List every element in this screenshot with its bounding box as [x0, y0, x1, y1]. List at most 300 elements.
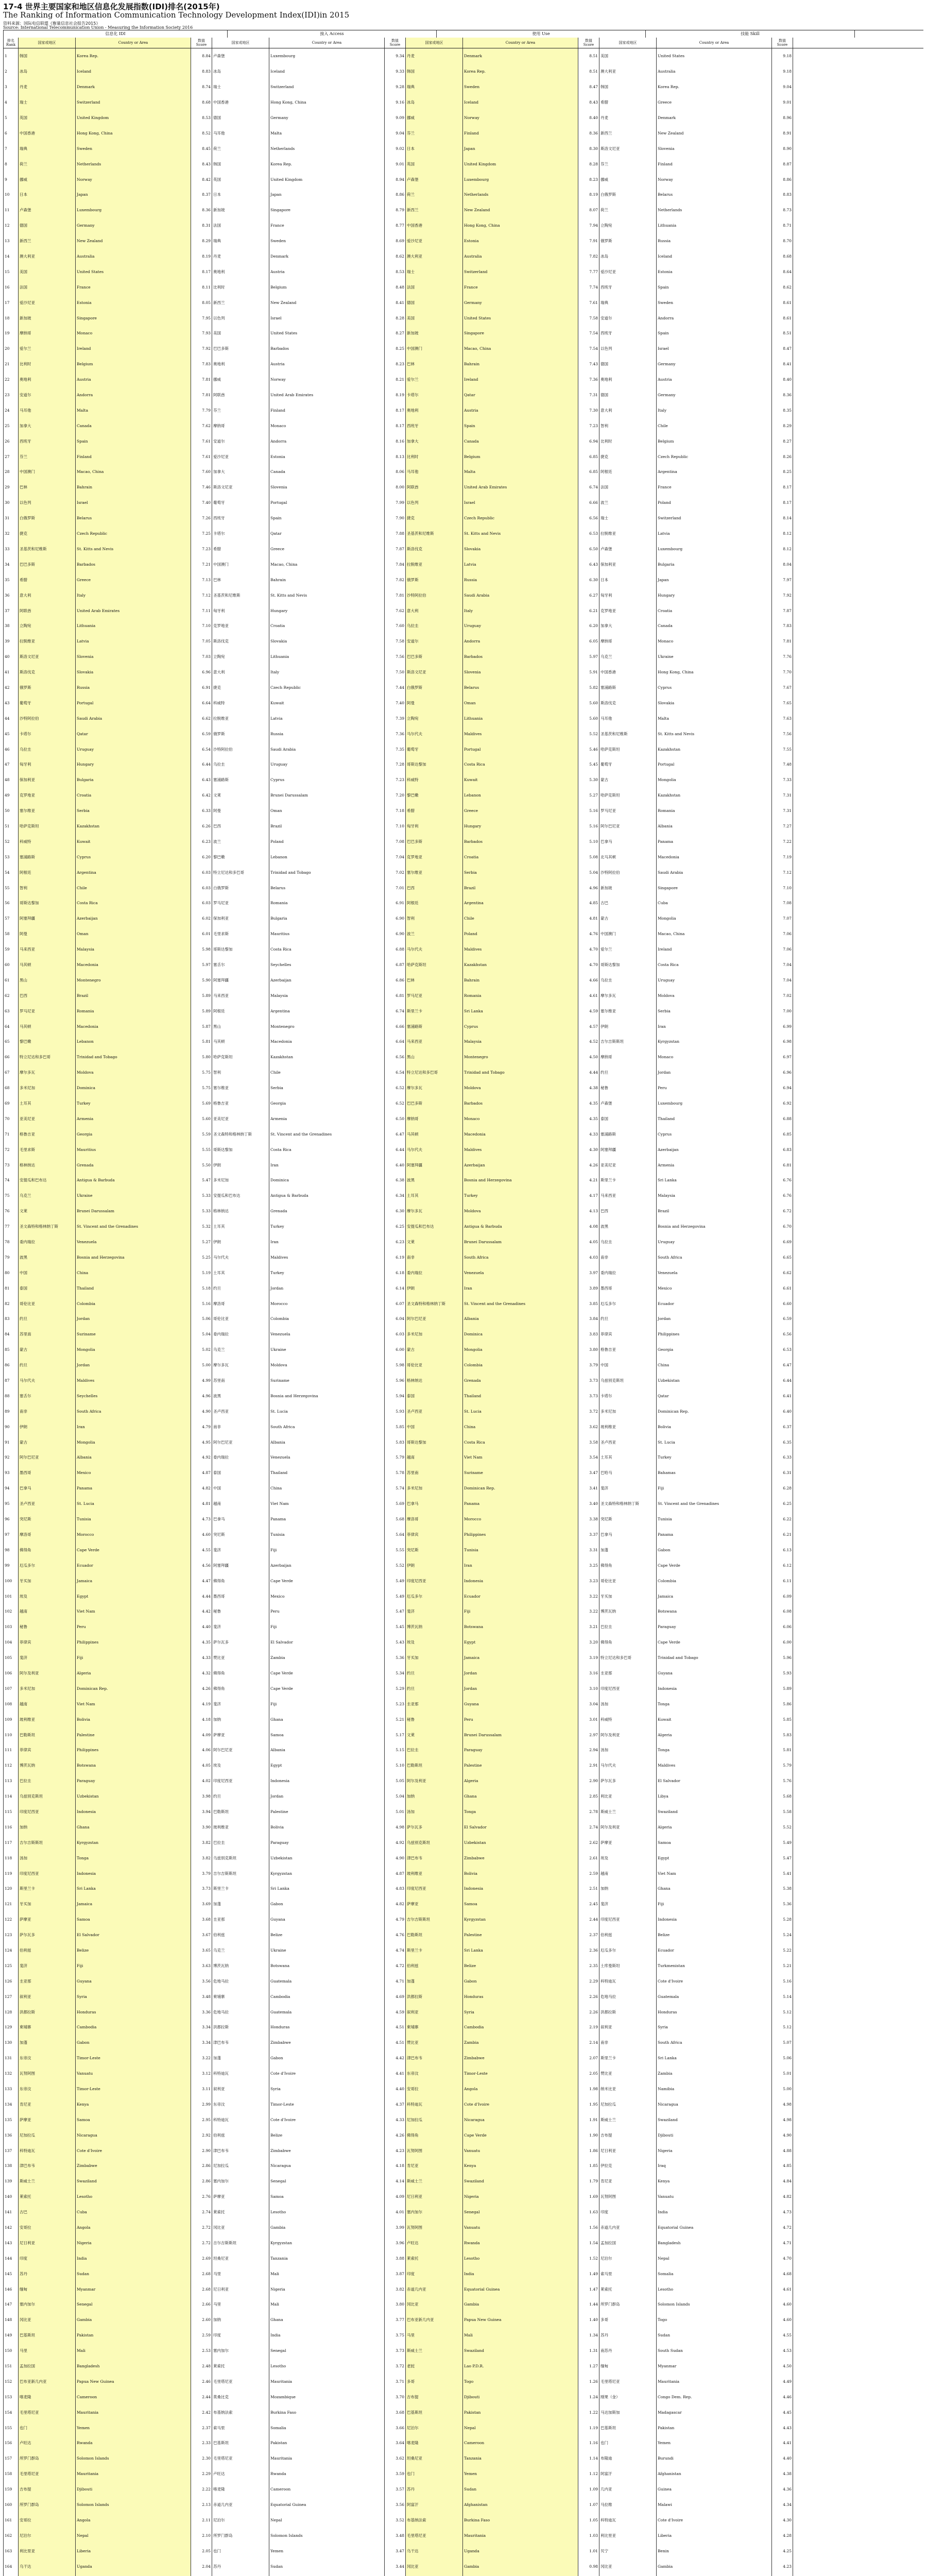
group-header-skill: 技能 Skill [646, 30, 855, 38]
country-en-cell: Zimbabwe [269, 2035, 385, 2050]
score-cell: 4.73 [772, 2205, 793, 2220]
country-en-cell: Belarus [269, 880, 385, 895]
country-cn-cell: 委内瑞拉 [19, 1234, 76, 1250]
country-en-cell: Azerbaijan [657, 1142, 772, 1157]
country-en-cell: Iraq [657, 2158, 772, 2174]
table-row [3, 1450, 923, 1465]
country-cn-cell: 巴林 [212, 572, 269, 587]
country-cn-cell: 委内瑞拉 [212, 1450, 269, 1465]
score-cell: 7.46 [191, 480, 212, 495]
rank-cell: 46 [3, 741, 19, 757]
country-en-cell: Samoa [463, 1896, 578, 1912]
score-cell: 8.28 [578, 156, 599, 172]
table-row [3, 2220, 923, 2235]
score-cell: 6.90 [385, 911, 406, 926]
country-cn-cell: 特立尼达和多巴哥 [19, 1049, 76, 1065]
score-cell: 4.33 [191, 1650, 212, 1666]
rank-cell: 45 [3, 726, 19, 741]
country-cn-cell: 瓦努阿图 [19, 2066, 76, 2081]
country-en-cell: France [269, 218, 385, 233]
score-cell: 7.04 [772, 957, 793, 973]
score-cell: 3.48 [385, 2528, 406, 2543]
country-cn-cell: 沙特阿拉伯 [599, 865, 657, 880]
country-cn-cell: 阿根廷 [19, 865, 76, 880]
country-cn-cell: 白俄罗斯 [406, 680, 463, 696]
country-en-cell: Nepal [657, 2250, 772, 2266]
score-cell: 6.94 [578, 433, 599, 449]
country-cn-cell: 多米尼加 [19, 1681, 76, 1696]
country-cn-cell: 阿富汗 [599, 2466, 657, 2482]
score-cell: 6.33 [191, 803, 212, 819]
country-cn-cell: 马其顿 [19, 1019, 76, 1034]
country-en-cell: Finland [463, 125, 578, 141]
country-cn-cell: 博茨瓦纳 [599, 1604, 657, 1619]
country-en-cell: Qatar [657, 1388, 772, 1403]
country-cn-cell: 尼泊尔 [599, 2250, 657, 2266]
score-cell: 2.05 [191, 2543, 212, 2558]
score-cell: 4.17 [578, 1188, 599, 1204]
country-en-cell: Jamaica [657, 1588, 772, 1604]
score-cell: 7.12 [772, 865, 793, 880]
country-en-cell: Gabon [269, 1896, 385, 1912]
rank-cell: 130 [3, 2035, 19, 2050]
rank-cell: 136 [3, 2127, 19, 2143]
country-en-cell: Indonesia [463, 1881, 578, 1896]
country-cn-cell: 博茨瓦纳 [406, 1619, 463, 1635]
country-cn-cell: 沙特阿拉伯 [212, 741, 269, 757]
rank-cell: 145 [3, 2266, 19, 2281]
country-en-cell: Egypt [76, 1588, 191, 1604]
country-en-cell: Trinidad and Tobago [269, 865, 385, 880]
country-cn-cell: 芬兰 [599, 156, 657, 172]
rank-cell: 44 [3, 710, 19, 726]
country-cn-cell: 俄罗斯 [19, 680, 76, 696]
score-cell: 5.07 [772, 2035, 793, 2050]
country-en-cell: Switzerland [463, 264, 578, 279]
rank-cell: 51 [3, 819, 19, 834]
rank-cell: 104 [3, 1635, 19, 1650]
score-cell: 5.83 [772, 1727, 793, 1742]
score-cell: 3.65 [191, 1943, 212, 1958]
country-en-cell: Brazil [76, 988, 191, 1003]
country-en-cell: Ghana [269, 2312, 385, 2328]
rank-cell: 53 [3, 849, 19, 865]
score-cell: 6.44 [385, 1142, 406, 1157]
score-cell: 4.55 [772, 2328, 793, 2343]
country-cn-cell: 伊拉克 [599, 2158, 657, 2174]
table-row [3, 279, 923, 295]
rank-cell: 39 [3, 634, 19, 649]
rank-cell: 107 [3, 1681, 19, 1696]
rank-cell: 10 [3, 187, 19, 202]
score-cell: 6.03 [385, 1327, 406, 1342]
country-cn-cell: 津巴布韦 [19, 2158, 76, 2174]
rank-cell: 38 [3, 618, 19, 634]
country-cn-cell: 瓦努阿图 [406, 2220, 463, 2235]
country-en-cell: Sudan [269, 2558, 385, 2574]
country-en-cell: Guinea [657, 2482, 772, 2497]
country-cn-cell: 埃及 [19, 1588, 76, 1604]
country-cn-cell: 哥伦比亚 [406, 1358, 463, 1373]
country-en-cell: Gabon [657, 1542, 772, 1557]
rank-cell: 59 [3, 942, 19, 957]
score-cell: 6.56 [772, 1327, 793, 1342]
country-cn-cell: 危地马拉 [212, 1973, 269, 1989]
score-cell: 5.43 [385, 1635, 406, 1650]
score-cell: 7.31 [772, 803, 793, 819]
country-en-cell: India [463, 2266, 578, 2281]
country-en-cell: St. Kitts and Nevis [657, 726, 772, 741]
country-cn-cell: 圣文森特和格林纳丁斯 [19, 1219, 76, 1234]
country-cn-cell: 阿富汗 [406, 2497, 463, 2513]
country-en-cell: United Arab Emirates [269, 387, 385, 403]
score-cell: 4.81 [578, 911, 599, 926]
country-cn-cell: 塞尔维亚 [599, 1003, 657, 1019]
rank-cell: 7 [3, 141, 19, 156]
score-cell: 5.97 [191, 957, 212, 973]
score-cell: 3.62 [385, 2451, 406, 2466]
country-cn-cell: 卡塔尔 [212, 526, 269, 541]
country-cn-cell: 阿尔及利亚 [599, 1819, 657, 1835]
table-row [3, 2312, 923, 2328]
table-row [3, 2066, 923, 2081]
score-cell: 2.29 [191, 2466, 212, 2482]
rank-cell: 68 [3, 1080, 19, 1096]
country-en-cell: Djibouti [463, 2389, 578, 2404]
score-cell: 6.72 [772, 1204, 793, 1219]
table-row [3, 202, 923, 218]
score-cell: 6.88 [385, 942, 406, 957]
score-cell: 1.03 [578, 2528, 599, 2543]
country-cn-cell: 卢森堡 [406, 172, 463, 187]
country-en-cell: Belarus [76, 511, 191, 526]
score-cell: 9.01 [385, 156, 406, 172]
score-cell: 7.44 [385, 680, 406, 696]
country-cn-cell: 安哥拉 [406, 2081, 463, 2097]
country-cn-cell: 津巴布韦 [406, 2050, 463, 2066]
country-en-cell: Serbia [463, 865, 578, 880]
country-cn-cell: 佛得角 [406, 2127, 463, 2143]
country-en-cell: Cyprus [463, 1019, 578, 1034]
country-cn-cell: 科特迪瓦 [212, 2066, 269, 2081]
country-cn-cell: 洪都拉斯 [599, 2004, 657, 2020]
country-cn-cell: 秘鲁 [599, 1080, 657, 1096]
country-cn-cell: 伯利兹 [212, 2127, 269, 2143]
country-cn-cell: 爱沙尼亚 [212, 449, 269, 464]
rank-cell: 159 [3, 2482, 19, 2497]
score-cell: 2.62 [578, 1835, 599, 1850]
country-en-cell: Finland [269, 402, 385, 418]
score-cell: 5.82 [578, 680, 599, 696]
country-cn-cell: 多米尼加 [212, 1173, 269, 1188]
country-cn-cell: 苏丹 [599, 2328, 657, 2343]
country-cn-cell: 瓦努阿图 [599, 2189, 657, 2205]
country-cn-cell: 芬兰 [19, 449, 76, 464]
country-cn-cell: 挪威 [406, 110, 463, 126]
country-en-cell: Mauritania [269, 2374, 385, 2389]
country-en-cell: Saudi Arabia [463, 587, 578, 603]
country-en-cell: Bahrain [76, 480, 191, 495]
country-cn-cell: 斯里兰卡 [406, 1943, 463, 1958]
country-cn-cell: 捷克 [212, 680, 269, 696]
score-cell: 5.75 [191, 1065, 212, 1080]
country-en-cell: Venezuela [463, 1265, 578, 1280]
score-cell: 4.88 [772, 2143, 793, 2158]
table-row [3, 79, 923, 95]
country-cn-cell: 牙买加 [599, 1588, 657, 1604]
country-cn-cell: 阿联酋 [19, 603, 76, 618]
country-en-cell: Kyrgyzstan [269, 2235, 385, 2250]
score-cell: 4.85 [578, 895, 599, 911]
score-cell: 7.06 [772, 942, 793, 957]
country-en-cell: Hong Kong, China [269, 95, 385, 110]
country-cn-cell: 玻利维亚 [406, 1866, 463, 1881]
country-en-cell: Maldives [657, 1758, 772, 1773]
country-cn-cell: 安道尔 [19, 387, 76, 403]
score-cell: 7.84 [385, 556, 406, 572]
country-cn-cell: 秘鲁 [212, 1604, 269, 1619]
country-en-cell: Maldives [76, 1373, 191, 1388]
rank-cell: 19 [3, 326, 19, 341]
country-en-cell: Kenya [463, 2158, 578, 2174]
score-cell: 6.83 [772, 1142, 793, 1157]
country-cn-cell: 塞尔维亚 [212, 1080, 269, 1096]
score-cell: 1.47 [578, 2281, 599, 2297]
score-cell: 6.53 [578, 526, 599, 541]
country-en-cell: Singapore [657, 880, 772, 895]
score-cell: 2.07 [578, 2050, 599, 2066]
country-cn-cell: 摩纳哥 [19, 326, 76, 341]
country-cn-cell: 牙买加 [19, 1896, 76, 1912]
country-cn-cell: 突尼斯 [599, 1512, 657, 1527]
country-cn-cell: 白俄罗斯 [212, 880, 269, 895]
country-cn-cell: 英国 [212, 172, 269, 187]
score-cell: 5.24 [772, 1927, 793, 1943]
country-en-cell: Luxembourg [657, 541, 772, 557]
score-cell: 7.12 [191, 587, 212, 603]
country-en-cell: Gabon [463, 1973, 578, 1989]
rank-cell: 11 [3, 202, 19, 218]
table-row [3, 1635, 923, 1650]
country-en-cell: Norway [463, 110, 578, 126]
score-cell: 8.52 [191, 125, 212, 141]
score-cell: 3.73 [578, 1388, 599, 1403]
score-cell: 8.42 [191, 172, 212, 187]
country-en-cell: Cape Verde [269, 1573, 385, 1588]
table-row [3, 957, 923, 973]
country-en-cell: Lithuania [76, 618, 191, 634]
country-cn-cell: 中国澳门 [599, 926, 657, 942]
country-cn-cell: 科特迪瓦 [19, 2143, 76, 2158]
score-cell: 7.11 [191, 603, 212, 618]
table-row [3, 1742, 923, 1758]
country-cn-cell: 多米尼加 [19, 1080, 76, 1096]
country-en-cell: Mauritania [269, 2451, 385, 2466]
score-cell: 4.71 [772, 2235, 793, 2250]
country-cn-cell: 德国 [19, 218, 76, 233]
table-row [3, 695, 923, 710]
country-cn-cell: 南非 [212, 1419, 269, 1434]
score-cell: 1.63 [578, 2205, 599, 2220]
country-cn-cell: 约旦 [19, 1358, 76, 1373]
country-cn-cell: 黎巴嫩 [212, 849, 269, 865]
country-en-cell: Czech Republic [463, 511, 578, 526]
rank-cell: 160 [3, 2497, 19, 2513]
country-cn-cell: 马达加斯加 [599, 2404, 657, 2420]
rank-cell: 116 [3, 1819, 19, 1835]
score-cell: 3.84 [578, 1311, 599, 1327]
col-rank: 排名 Rank [3, 38, 19, 48]
country-en-cell: Spain [269, 511, 385, 526]
score-cell: 8.25 [772, 464, 793, 480]
rank-cell: 77 [3, 1219, 19, 1234]
country-en-cell: Nepal [269, 2513, 385, 2528]
score-cell: 1.98 [578, 2081, 599, 2097]
country-cn-cell: 东帝汶 [212, 2096, 269, 2112]
country-cn-cell: 乌兹别克斯坦 [599, 1373, 657, 1388]
country-cn-cell: 墨西哥 [599, 1280, 657, 1296]
score-cell: 4.60 [772, 2297, 793, 2312]
score-cell: 5.14 [772, 1989, 793, 2004]
country-cn-cell: 南非 [599, 1249, 657, 1265]
country-en-cell: Georgia [76, 1126, 191, 1142]
country-cn-cell: 立陶宛 [19, 618, 76, 634]
country-cn-cell: 摩纳哥 [599, 1049, 657, 1065]
table-row [3, 1219, 923, 1234]
table-row [3, 2420, 923, 2435]
country-en-cell: Iceland [269, 64, 385, 79]
table-row [3, 988, 923, 1003]
country-en-cell: Lithuania [657, 218, 772, 233]
rank-cell: 88 [3, 1388, 19, 1403]
country-en-cell: Costa Rica [269, 942, 385, 957]
country-cn-cell: 所罗门群岛 [19, 2497, 76, 2513]
score-cell: 3.22 [578, 1588, 599, 1604]
country-en-cell: Slovakia [269, 634, 385, 649]
country-en-cell: Somalia [657, 2266, 772, 2281]
country-en-cell: Portugal [463, 741, 578, 757]
country-cn-cell: 多米尼加 [406, 1327, 463, 1342]
country-en-cell: Solomon Islands [76, 2451, 191, 2466]
group-header-row [3, 30, 923, 38]
table-row [3, 2451, 923, 2466]
country-cn-cell: 罗马尼亚 [19, 1003, 76, 1019]
table-row [3, 433, 923, 449]
score-cell: 4.38 [578, 1080, 599, 1096]
country-cn-cell: 斯威士兰 [406, 2174, 463, 2189]
score-cell: 2.26 [578, 2004, 599, 2020]
score-cell: 7.94 [578, 218, 599, 233]
country-cn-cell: 阿联酋 [406, 480, 463, 495]
country-en-cell: Serbia [76, 803, 191, 819]
score-cell: 8.17 [772, 495, 793, 511]
country-en-cell: Algeria [76, 1666, 191, 1681]
country-en-cell: South Africa [76, 1403, 191, 1419]
country-en-cell: Guyana [657, 1666, 772, 1681]
score-cell: 7.00 [772, 1003, 793, 1019]
country-en-cell: Honduras [76, 2004, 191, 2020]
score-cell: 4.36 [772, 2482, 793, 2497]
country-cn-cell: 突尼斯 [406, 1542, 463, 1557]
country-en-cell: Belgium [269, 279, 385, 295]
country-cn-cell: 约旦 [406, 1666, 463, 1681]
country-cn-cell: 荷兰 [212, 141, 269, 156]
country-cn-cell: 荷兰 [599, 202, 657, 218]
country-cn-cell: 尼日利亚 [406, 2189, 463, 2205]
table-row [3, 680, 923, 696]
score-cell: 5.36 [772, 1896, 793, 1912]
table-row [3, 1126, 923, 1142]
col-score: 数值 Score [385, 38, 406, 48]
country-cn-cell: 以色列 [19, 495, 76, 511]
rank-cell: 86 [3, 1358, 19, 1373]
country-cn-cell: 哥伦比亚 [19, 1296, 76, 1311]
rank-cell: 146 [3, 2281, 19, 2297]
score-cell: 4.70 [578, 957, 599, 973]
country-en-cell: Belgium [76, 357, 191, 372]
table-row [3, 1973, 923, 1989]
rank-cell: 14 [3, 249, 19, 264]
country-en-cell: Cote d'Ivoire [269, 2066, 385, 2081]
score-cell: 7.31 [578, 387, 599, 403]
country-en-cell: Moldova [269, 1358, 385, 1373]
score-cell: 3.22 [578, 1604, 599, 1619]
country-en-cell: Belgium [657, 433, 772, 449]
score-cell: 5.22 [772, 1943, 793, 1958]
table-row [3, 741, 923, 757]
score-cell: 8.62 [772, 279, 793, 295]
country-en-cell: Albania [463, 1311, 578, 1327]
country-cn-cell: 马来西亚 [406, 1034, 463, 1049]
score-cell: 2.90 [578, 1773, 599, 1789]
table-row [3, 2482, 923, 2497]
score-cell: 4.46 [772, 2389, 793, 2404]
country-en-cell: China [76, 1265, 191, 1280]
country-en-cell: Iran [269, 1157, 385, 1173]
score-cell: 8.36 [772, 387, 793, 403]
country-cn-cell: 洪都拉斯 [212, 2020, 269, 2035]
score-cell: 8.61 [772, 310, 793, 326]
score-cell: 5.94 [385, 1388, 406, 1403]
rank-cell: 42 [3, 680, 19, 696]
score-cell: 4.26 [578, 1157, 599, 1173]
score-cell: 4.09 [385, 2189, 406, 2205]
rank-cell: 31 [3, 511, 19, 526]
country-cn-cell: 冰岛 [599, 249, 657, 264]
table-title-en: The Ranking of Information Communication Technology Development Index(IDI)in 2015 [3, 10, 350, 20]
country-cn-cell: 苏里南 [19, 1327, 76, 1342]
score-cell: 3.47 [385, 2543, 406, 2558]
country-en-cell: Brunei Darussalam [463, 1727, 578, 1742]
score-cell: 8.45 [191, 141, 212, 156]
country-en-cell: United States [463, 310, 578, 326]
country-cn-cell: 法国 [406, 279, 463, 295]
score-cell: 6.61 [772, 1280, 793, 1296]
score-cell: 5.89 [191, 988, 212, 1003]
country-en-cell: Cote d'Ivoire [269, 2112, 385, 2127]
score-cell: 3.20 [578, 1635, 599, 1650]
country-cn-cell: 墨西哥 [212, 1588, 269, 1604]
country-cn-cell: 斐济 [19, 1958, 76, 1973]
country-en-cell: Poland [269, 834, 385, 849]
country-en-cell: Panama [657, 1527, 772, 1543]
score-cell: 1.12 [578, 2466, 599, 2482]
country-en-cell: Maldives [269, 1249, 385, 1265]
country-en-cell: Angola [76, 2513, 191, 2528]
country-en-cell: Nigeria [463, 2189, 578, 2205]
score-cell: 4.60 [772, 2312, 793, 2328]
country-en-cell: Barbados [269, 341, 385, 357]
